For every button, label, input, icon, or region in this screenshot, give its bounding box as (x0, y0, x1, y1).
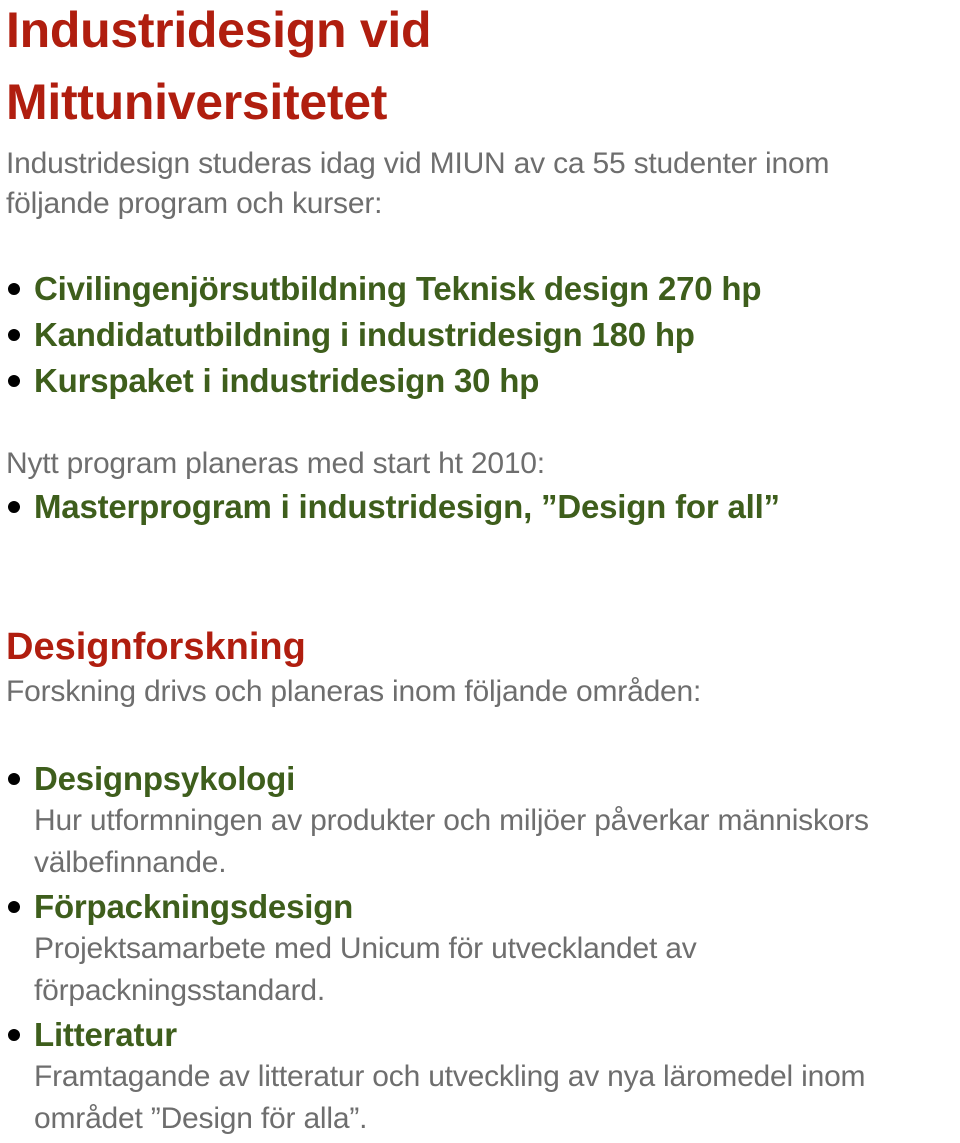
research-area-item (6, 884, 956, 1012)
research-area-item (6, 1012, 956, 1140)
research-intro: Forskning drivs och planeras inom följande områden: (6, 675, 702, 708)
program-item (6, 358, 956, 404)
description-line-1: Projektsamarbete med Unicum för utvecklandet av (34, 932, 697, 965)
new-program-label: Masterprogram i industridesign, ”Design for all” (34, 488, 780, 525)
description-line-1: Hur utformningen av produkter och miljöer påverkar människors (34, 804, 869, 837)
description-line-2: förpackningsstandard. (34, 974, 325, 1007)
title-block (6, 0, 956, 138)
description-line-1: Framtagande av litteratur och utveckling av nya läromedel inom (34, 1060, 866, 1093)
intro-line-2: följande program och kurser: (6, 187, 383, 220)
research-area-list (6, 756, 956, 1140)
research-area-name: Förpackningsdesign (34, 888, 354, 925)
program-list (6, 266, 956, 404)
program-label: Civilingenjörsutbildning Teknisk design 270 hp (34, 270, 762, 307)
research-area-name: Designpsykologi (34, 760, 296, 797)
description-line-2: välbefinnande. (34, 846, 227, 879)
page-title-line-1: Industridesign vid (6, 2, 432, 58)
bullet-dot-icon (8, 501, 20, 513)
bullet-dot-icon (8, 773, 20, 785)
bullet-dot-icon (8, 329, 20, 341)
research-area-name: Litteratur (34, 1016, 177, 1053)
bullet-dot-icon (8, 283, 20, 295)
new-program-list (6, 484, 956, 530)
page-title-line-2: Mittuniversitetet (6, 74, 388, 130)
bullet-dot-icon (8, 1029, 20, 1041)
research-area-description (34, 800, 956, 884)
research-area-description (34, 928, 956, 1012)
bullet-dot-icon (8, 901, 20, 913)
research-area-item (6, 756, 956, 884)
program-label: Kurspaket i industridesign 30 hp (34, 362, 540, 399)
bullet-dot-icon (8, 375, 20, 387)
new-program-item (6, 484, 956, 530)
research-title: Designforskning (6, 626, 306, 668)
program-item (6, 266, 956, 312)
program-label: Kandidatutbildning i industridesign 180 hp (34, 316, 695, 353)
description-line-2: området ”Design för alla”. (34, 1102, 368, 1135)
new-program-note: Nytt program planeras med start ht 2010: (6, 447, 545, 480)
intro-paragraph (6, 144, 956, 224)
program-item (6, 312, 956, 358)
research-area-description (34, 1056, 956, 1140)
intro-line-1: Industridesign studeras idag vid MIUN av ca 55 studenter inom (6, 147, 830, 180)
